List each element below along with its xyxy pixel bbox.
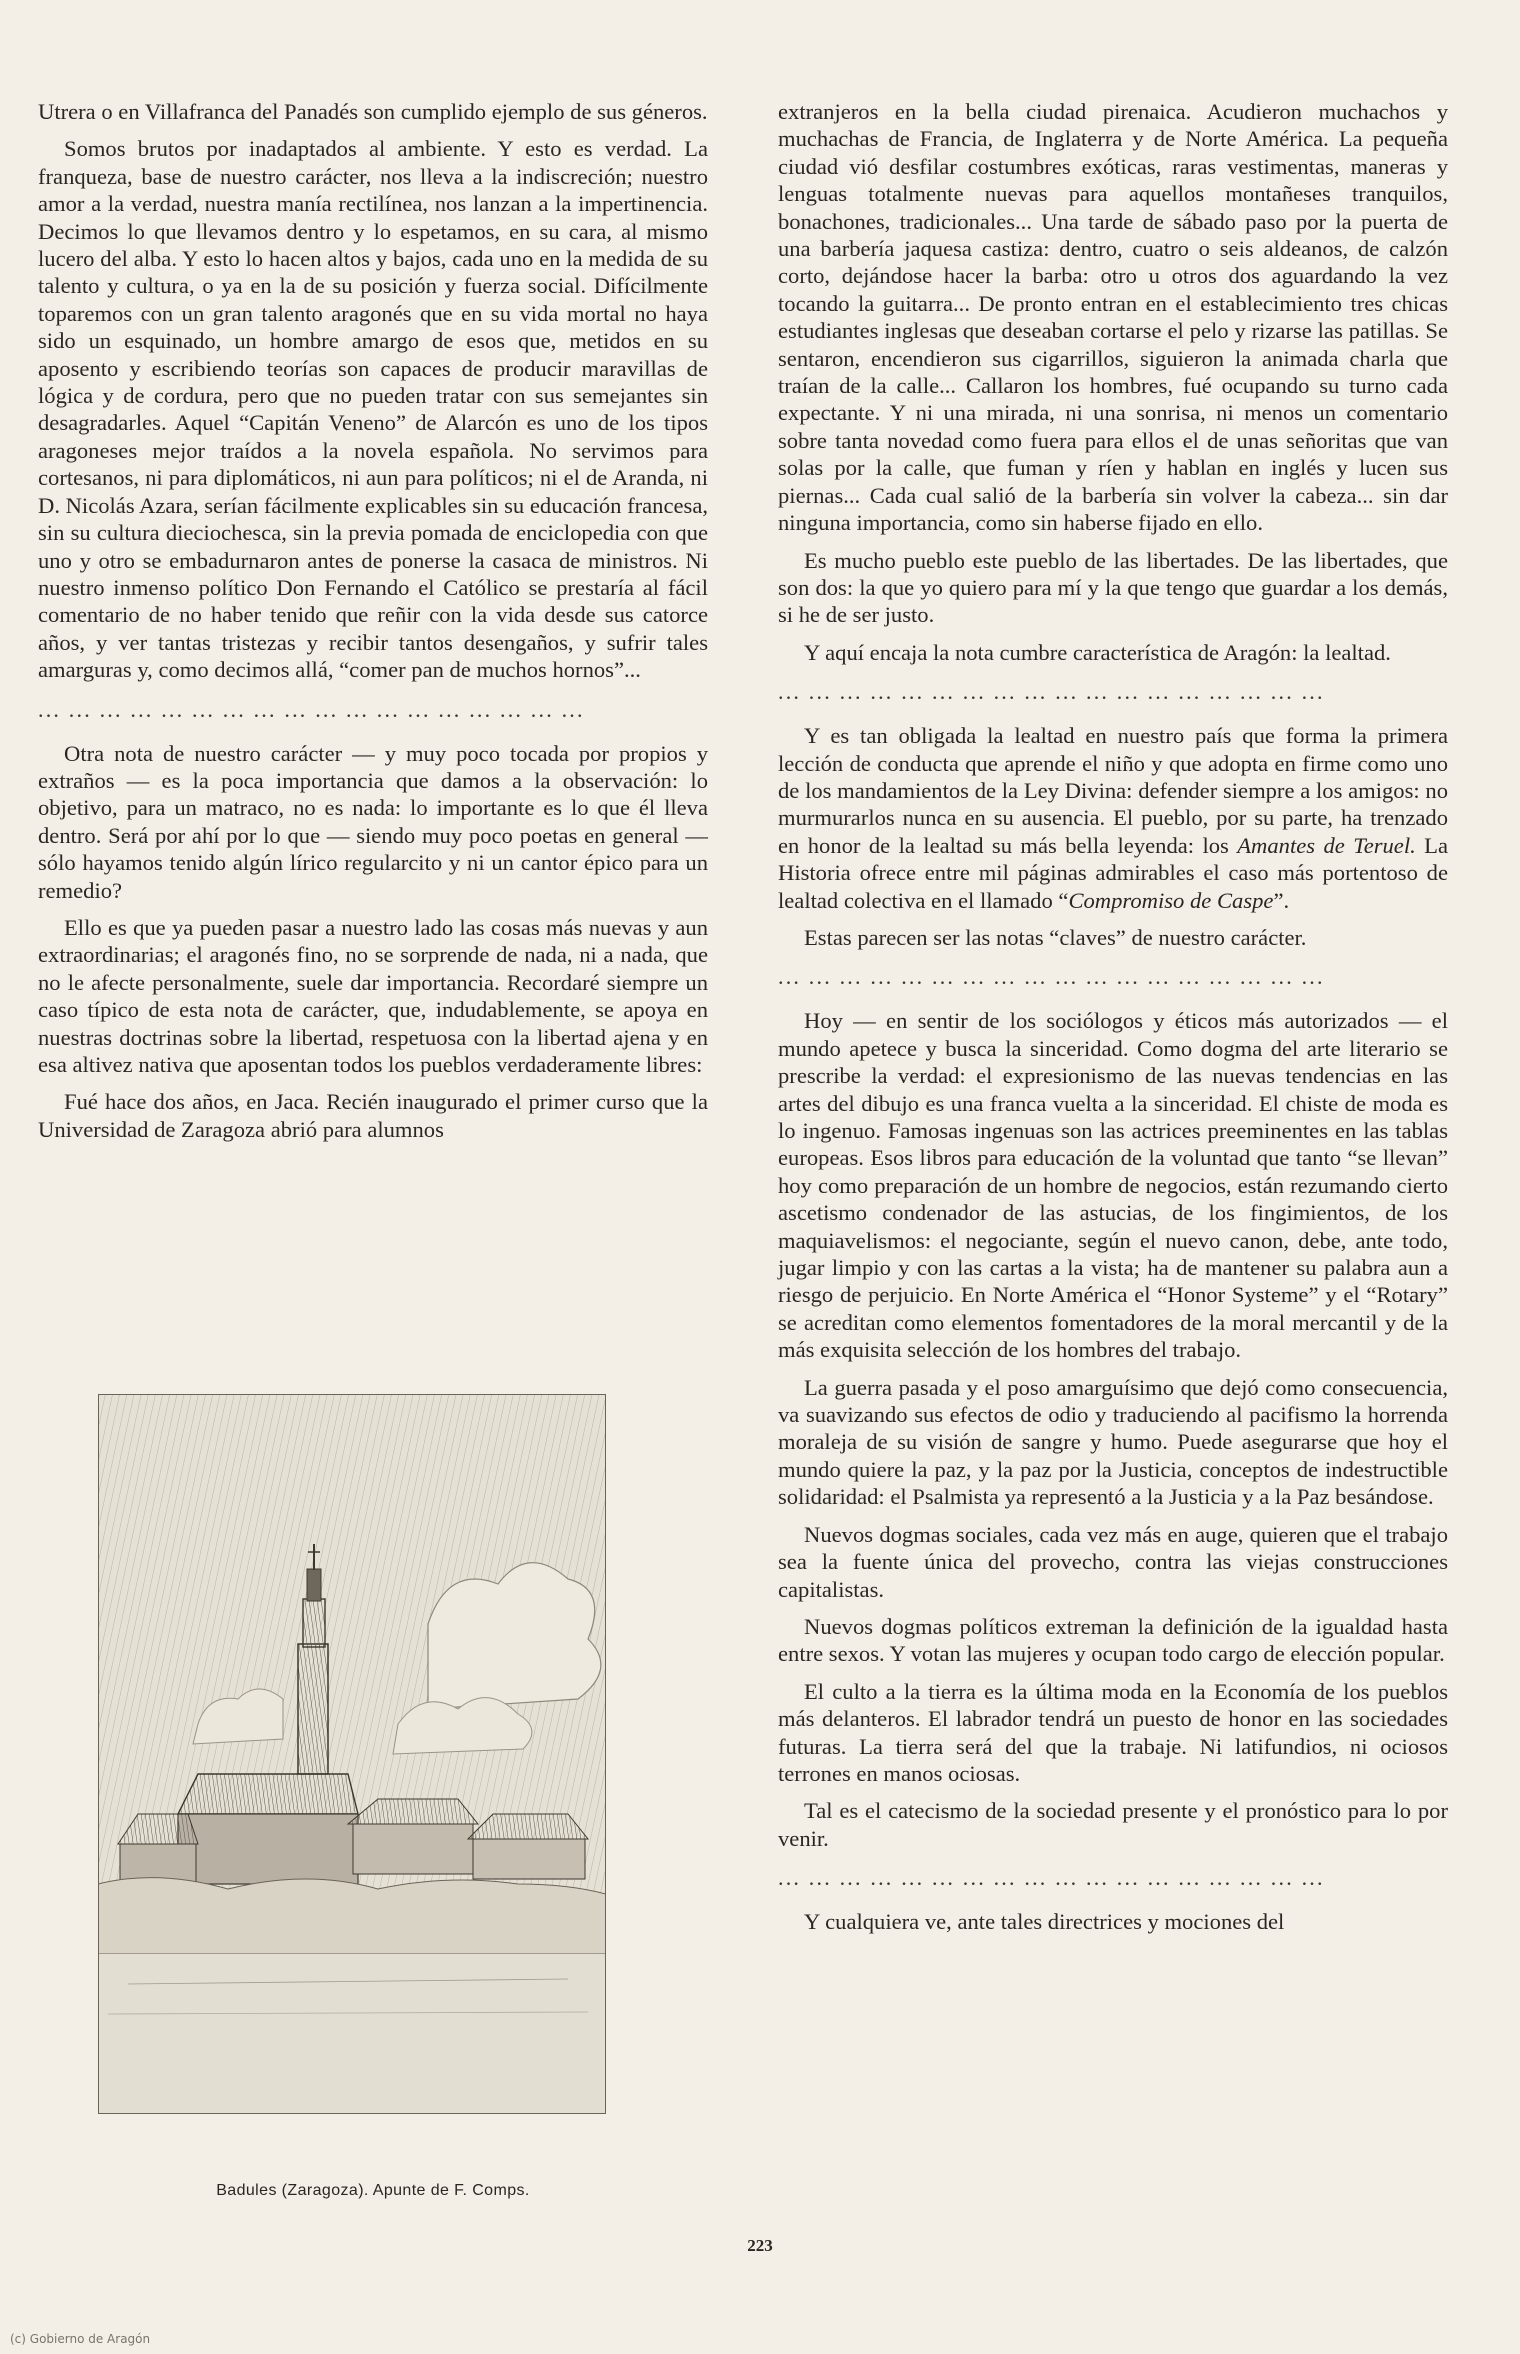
illustration-badules	[98, 1394, 606, 2114]
paragraph: Fué hace dos años, en Jaca. Recién inaugurado el primer curso que la Universidad de Zaragoza abrió para alumnos	[38, 1089, 708, 1142]
left-column	[38, 98, 708, 1153]
paragraph: Nuevos dogmas sociales, cada vez más en auge, quieren que el trabajo sea la fuente única del provecho, contra las viejas construcciones capitalistas.	[778, 1521, 1448, 1602]
section-separator: ... ... ... ... ... ... ... ... ... ... ... ... ... ... ... ... ... ...	[778, 1866, 1325, 1891]
paragraph: La guerra pasada y el poso amarguísimo que dejó como consecuencia, va suavizando sus efectos de odio y traduciendo al pacifismo la horrenda moraleja de su visión de sangre y humo. Puede asegurarse que hoy el mundo quiere la paz, y la paz por la Justicia, conceptos de indestructible solidaridad: el Psalmista ya representó a la Justicia y a la Paz besándose.	[778, 1374, 1448, 1510]
paragraph: Es mucho pueblo este pueblo de las libertades. De las libertades, que son dos: la que yo quiero para mí y la que tengo que guardar a los demás, si he de ser justo.	[778, 547, 1448, 628]
paragraph: Otra nota de nuestro carácter — y muy poco tocada por propios y extraños — es la poca importancia que damos a la observación: lo objetivo, para un matraco, no es nada: lo importante es lo que él lleva dentro. Será por ahí por lo que — siendo muy poco poetas en general — sólo hayamos tenido algún lírico regularcito y ni un cantor épico para un remedio?	[38, 740, 708, 903]
figure-caption: Badules (Zaragoza). Apunte de F. Comps.	[216, 2182, 530, 2199]
text-run: La Historia ofrece entre mil páginas admirables el caso más portentoso de lealtad colectiva en el llamado “	[778, 832, 1449, 913]
paragraph: extranjeros en la bella ciudad pirenaica. Acudieron muchachos y muchachas de Francia, de Inglaterra y de Norte América. La pequeña ciudad vió desfilar costumbres exóticas, raras vestimentas, maneras y lenguas totalmente nuevas para aquellos montañeses tranquilos, bonachones, tradicionales... Una tarde de sábado paso por la puerta de una barbería jaquesa castiza: dentro, cuatro o seis aldeanos, de calzón corto, dejándose hacer la barba: otro u otros dos aguardando la vez tocando la guitarra... De pronto entran en el establecimiento tres chicas estudiantes inglesas que deseaban cortarse el pelo y rizarse las patillas. Se sentaron, encendieron sus cigarrillos, siguieron la animada charla que traían de la calle... Callaron los hombres, fué ocupando su turno cada expectante. Y ni una mirada, ni una sonrisa, ni menos un comentario sobre tanta novedad como fuera para ellos el de unas señoritas que van solas por la calle, que fuman y ríen y hablan en inglés y lucen sus piernas... Cada cual salió de la barbería sin volver la cabeza... sin dar ninguna importancia, como sin haberse fijado en ello.	[778, 99, 1448, 536]
paragraph: Utrera o en Villafranca del Panadés son cumplido ejemplo de sus géneros.	[38, 99, 708, 124]
section-separator: ... ... ... ... ... ... ... ... ... ... ... ... ... ... ... ... ... ...	[778, 680, 1325, 705]
paragraph: El culto a la tierra es la última moda en la Economía de los pueblos más delanteros. El labrador tendrá un puesto de honor en las sociedades futuras. La tierra será del que la trabaje. Ni latifundios, ni ociosos terrones en manos ociosas.	[778, 1678, 1448, 1786]
page-number: 223	[747, 2236, 773, 2255]
paragraph: Y aquí encaja la nota cumbre característica de Aragón: la lealtad.	[804, 639, 1391, 665]
paragraph: Y cualquiera ve, ante tales directrices y mociones del	[804, 1909, 1285, 1935]
paragraph: Tal es el catecismo de la sociedad presente y el pronóstico para lo por venir.	[778, 1798, 1448, 1851]
text-run: ”.	[1273, 887, 1290, 913]
paragraph: Ello es que ya pueden pasar a nuestro lado las cosas más nuevas y aun extraordinarias; el aragonés fino, no se sorprende de nada, ni a nada, que no le afecte personalmente, suele dar importancia. Recordaré siempre un caso típico de esta nota de carácter, que, indudablemente, se apoya en nuestras doctrinas sobre la libertad, respetuosa con la libertad ajena y en esa altivez nativa que aposentan todos los pueblos verdaderamente libres:	[38, 914, 708, 1077]
italic-title: Amantes de Teruel.	[1237, 832, 1416, 858]
sketch-church-tower-image	[98, 1394, 606, 2114]
text-run: Y es tan obligada la lealtad en nuestro país que forma la primera lección de conducta que aprende el niño y que adopta en firme como uno de los mandamientos de la Ley Divina: defender siempre a los amigos: no murmurarlos nunca en su ausencia. El pueblo, por su parte, ha trenzado en honor de la lealtad su más bella leyenda: los	[778, 723, 1448, 858]
section-separator: ... ... ... ... ... ... ... ... ... ... ... ... ... ... ... ... ... ...	[778, 965, 1325, 990]
paragraph: Hoy — en sentir de los sociólogos y éticos más autorizados — el mundo apetece y busca la sinceridad. Como dogma del arte literario se prescribe la verdad: el expresionismo de las nuevas tendencias en las artes del dibujo es una franca vuelta a la sinceridad. El chiste de moda es lo ingenuo. Famosas ingenuas son las actrices preeminentes en las tablas europeas. Esos libros para educación de la voluntad que tanto “se llevan” hoy como preparación de un hombre de negocios, están rezumando cierto ascetismo condenador de las astucias, de los fingimientos, de los maquiavelismos: el negociante, según el nuevo canon, debe, ante todo, jugar limpio y con las cartas a la vista; ha de mantener su palabra aun a riesgo de perjuicio. En Norte América el “Honor Systeme” y el “Rotary” se acreditan como elementos fomentadores de la moral mercantil y de la más exquisita selección de los hombres del trabajo.	[778, 1008, 1448, 1363]
paragraph: Estas parecen ser las notas “claves” de nuestro carácter.	[804, 924, 1307, 950]
paragraph: Nuevos dogmas políticos extreman la definición de la igualdad hasta entre sexos. Y votan las mujeres y ocupan todo cargo de elección popular.	[778, 1613, 1448, 1667]
copyright-credit: (c) Gobierno de Aragón	[10, 2332, 151, 2346]
right-column	[778, 98, 1448, 1946]
paragraph-lealtad	[778, 722, 1448, 914]
paragraph: Somos brutos por inadaptados al ambiente. Y esto es verdad. La franqueza, base de nuestro carácter, nos lleva a la indiscreción; nuestro amor a la verdad, nuestra manía rectilínea, nos lanzan a la impertinencia. Decimos lo que llevamos dentro y lo espetamos, en su cara, al mismo lucero del alba. Y esto lo hacen altos y bajos, cada uno en la medida de su talento y cultura, o ya en la de su posición y fuerza social. Difícilmente toparemos con un gran talento aragonés que en su vida mortal no haya sido un esquinado, un hombre amargo de esos que, metidos en su aposento y escribiendo teorías son capaces de producir maravillas de lógica y de cordura, pero que no pueden tratar con sus semejantes sin desagradarles. Aquel “Capitán Veneno” de Alarcón es uno de los tipos aragoneses mejor traídos a la novela española. No servimos para cortesanos, ni para diplomáticos, ni aun para políticos; ni el de Aranda, ni D. Nicolás Azara, serían fácilmente explicables sin su educación francesa, sin su cultura dieciochesca, sin la previa pomada de enciclopedia con que uno y otro se embadurnaron antes de ponerse la casaca de ministros. Ni nuestro inmenso político Don Fernando el Católico se prestaría al fácil comentario de no haber tenido que reñir con la vida desde sus catorce años, y ver tantas tristezas y recibir tantos desengaños, y sufrir tales amarguras y, como decimos allá, “comer pan de muchos hornos”...	[38, 136, 708, 683]
section-separator: ... ... ... ... ... ... ... ... ... ... ... ... ... ... ... ... ... ...	[38, 697, 585, 722]
italic-title: Compromiso de Caspe	[1068, 887, 1274, 913]
